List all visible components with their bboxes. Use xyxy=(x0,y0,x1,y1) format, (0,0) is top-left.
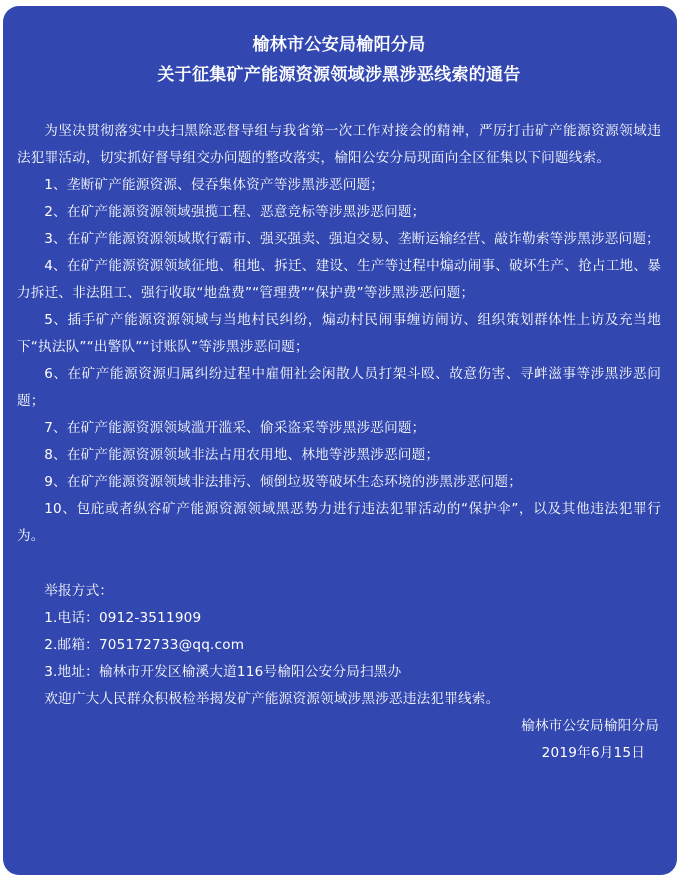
list-item: 9、在矿产能源资源领域非法排污、倾倒垃圾等破坏生态环境的涉黑涉恶问题； xyxy=(44,474,523,490)
contact-address: 3.地址：榆林市开发区榆溪大道116号榆阳公安分局扫黑办 xyxy=(44,664,402,680)
intro-paragraph: 为坚决贯彻落实中央扫黑除恶督导组与我省第一次工作对接会的精神，严厉打击矿产能源资源领域违法犯罪活动，切实抓好督导组交办问题的整改落实，榆阳公安分局现面向全区征集以下问题线索。 xyxy=(17,123,661,166)
list-item: 7、在矿产能源资源领域滥开滥采、偷采盗采等涉黑涉恶问题； xyxy=(44,420,426,436)
list-item: 8、在矿产能源资源领域非法占用农用地、林地等涉黑涉恶问题； xyxy=(44,447,440,463)
signature: 榆林市公安局榆阳分局 xyxy=(521,718,659,734)
list-item: 3、在矿产能源资源领域欺行霸市、强买强卖、强迫交易、垄断运输经营、敲诈勒索等涉黑涉恶问题； xyxy=(44,231,660,247)
list-item: 5、插手矿产能源资源领域与当地村民纠纷，煽动村民闹事缠访闹访、组织策划群体性上访及充当地下“执法队”“出警队”“讨账队”等涉黑涉恶问题； xyxy=(17,312,661,355)
notice-body xyxy=(17,118,661,767)
title-line-1: 榆林市公安局榆阳分局 xyxy=(252,35,426,55)
notice-card xyxy=(3,6,677,875)
issue-date: 2019年6月15日 xyxy=(541,745,645,761)
contact-phone: 1.电话：0912-3511909 xyxy=(44,610,202,626)
contact-email: 2.邮箱：705172733@qq.com xyxy=(44,637,245,653)
closing-line: 欢迎广大人民群众积极检举揭发矿产能源资源领域涉黑涉恶违法犯罪线索。 xyxy=(44,691,500,707)
list-item: 1、垄断矿产能源资源、侵吞集体资产等涉黑涉恶问题； xyxy=(44,177,385,193)
contact-heading: 举报方式： xyxy=(44,583,114,599)
title-line-2: 关于征集矿产能源资源领域涉黑涉恶线索的通告 xyxy=(157,65,521,85)
list-item: 4、在矿产能源资源领域征地、租地、拆迁、建设、生产等过程中煽动闹事、破坏生产、抢占工地、暴力拆迁、非法阻工、强行收取“地盘费”“管理费”“保护费”等涉黑涉恶问题； xyxy=(17,258,661,301)
list-item: 2、在矿产能源资源领域强揽工程、恶意竞标等涉黑涉恶问题； xyxy=(44,204,426,220)
list-item: 6、在矿产能源资源归属纠纷过程中雇佣社会闲散人员打架斗殴、故意伤害、寻衅滋事等涉黑涉恶问题； xyxy=(17,366,661,409)
notice-title xyxy=(17,30,661,90)
list-item: 10、包庇或者纵容矿产能源资源领域黑恶势力进行违法犯罪活动的“保护伞”，以及其他违法犯罪行为。 xyxy=(17,501,661,544)
spacer xyxy=(17,550,661,578)
